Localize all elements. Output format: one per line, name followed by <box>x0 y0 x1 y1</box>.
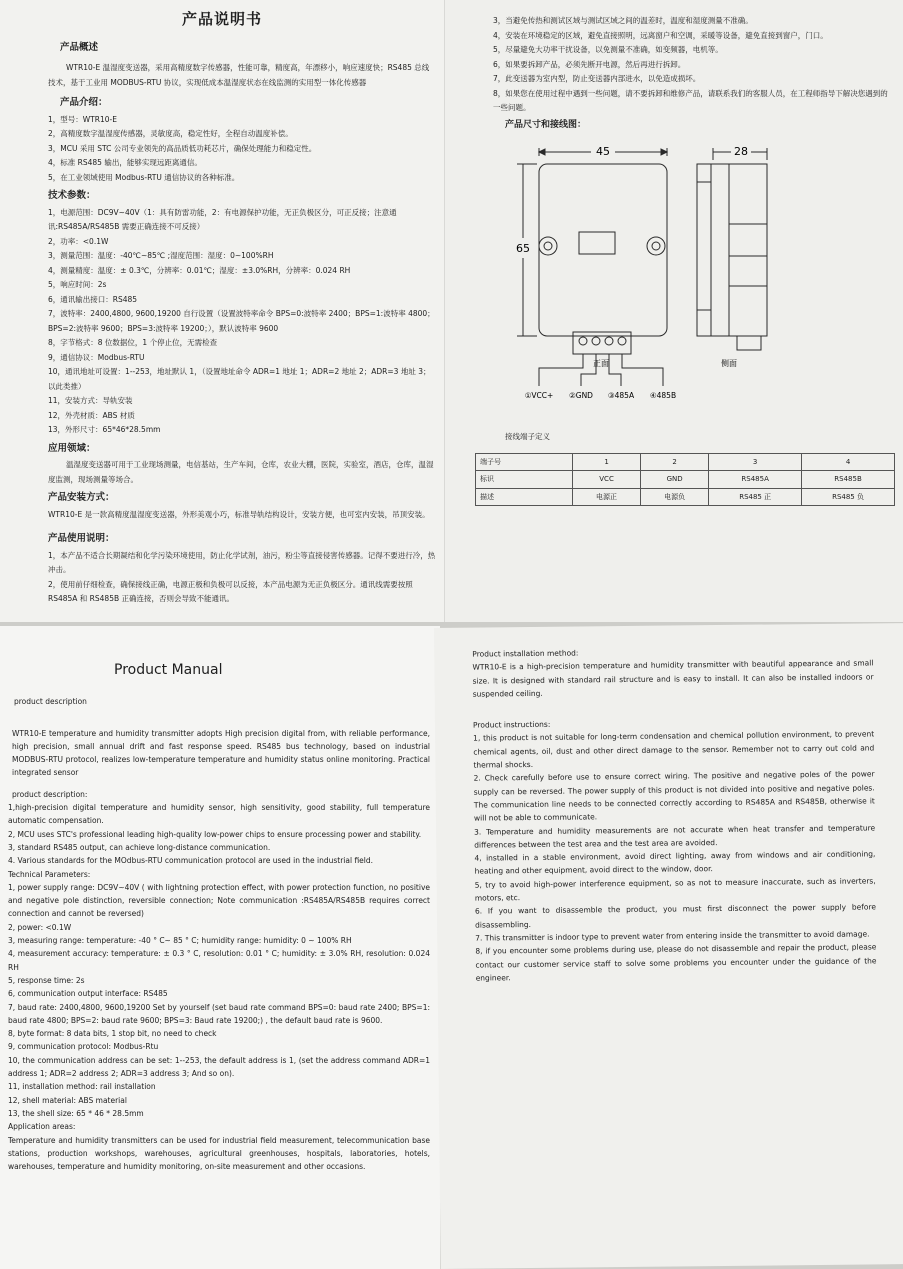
table-cell: GND <box>641 471 709 489</box>
list-item: 5, response time: 2s <box>8 975 85 985</box>
table-cell: RS485 正 <box>709 488 802 506</box>
wiring-table <box>475 453 895 507</box>
en-tech-heading: Technical Parameters: <box>8 869 91 879</box>
table-row <box>476 471 895 489</box>
list-item: 4, installed in a stable environment, avoid direct lighting, away from windows and air conditioning, heating and other equipment, avoid direct to the window, door. <box>474 849 876 877</box>
list-item: 3, standard RS485 output, can achieve long-distance communication. <box>8 842 271 852</box>
list-item: 4，测量精度：温度：± 0.3℃，分辨率：0.01℃；湿度：±3.0%RH，分辨率：0.024 RH <box>48 265 351 275</box>
table-cell: RS485 负 <box>802 488 895 506</box>
zh-tech-heading: 技术参数： <box>48 190 96 201</box>
display-window <box>579 232 615 254</box>
list-item: 1, this product is not suitable for long-term condensation and chemical pollution environment, to prevent chemical agents, oil, dust and other direct damage to the sensor. Remember not to carry out cold and thermal shocks. <box>473 729 875 770</box>
list-item: 4, measurement accuracy: temperature: ± 0.3 ° C, resolution: 0.01 ° C; humidity: ± 3.0% RH, resolution: 0.024 RH <box>8 949 430 972</box>
zh-intro-heading: 产品介绍： <box>60 97 108 108</box>
table-row <box>476 488 895 506</box>
list-item: 5，尽量避免大功率干扰设备，以免测量不准确，如变频器，电机等。 <box>493 45 723 54</box>
zh-tech-list <box>8 206 436 438</box>
zh-usage-heading: 产品使用说明： <box>48 533 115 544</box>
list-item: 6，通讯输出接口：RS485 <box>48 294 138 304</box>
zh-intro-list <box>8 113 436 186</box>
list-item: 3，MCU 采用 STC 公司专业领先的高品质低功耗芯片，确保处理能力和稳定性。 <box>48 143 317 153</box>
zh-manual-left-page <box>0 0 446 622</box>
list-item: 8, if you encounter some problems during use, please do not disassemble and repair the product, please contact our customer service staff to solve some problems you encounter under the guidance of the engineer. <box>475 942 877 983</box>
list-item: 10，通讯地址可设置：1--253，地址默认 1，（设置地址命令 ADR=1 地址 1；ADR=2 地址 2；ADR=3 地址 3；以此类推） <box>48 367 431 391</box>
list-item: 6. If you want to disassemble the product, you must first disconnect the power supply before disassembling. <box>474 902 876 930</box>
list-item: 2，功率：<0.1W <box>48 236 109 246</box>
table-cell: RS485B <box>802 471 895 489</box>
list-item: 7，波特率：2400,4800, 9600,19200 自行设置（设置波特率命令 BPS=0:波特率 2400；BPS=1:波特率 4800；BPS=2:波特率 9600；BPS=3:波特率 19200；），默认波特率 9600 <box>48 309 435 333</box>
wiring-table-title: 接线端子定义 <box>505 432 550 441</box>
list-item: 5, try to avoid high-power interference equipment, so as not to measure inaccurate, such as inverters, motors, etc. <box>474 876 876 903</box>
list-item: 1，本产品不适合长期凝结和化学污染环境使用，防止化学试剂，油污，粉尘等直接侵害传感器。记得不要进行冷，热冲击。 <box>48 550 436 574</box>
zh-title: 产品说明书 <box>181 10 262 28</box>
list-item: 7, baud rate: 2400,4800, 9600,19200 Set by yourself (set baud rate command BPS=0: baud rate 2400; BPS=1: baud rate 4800; BPS=2: baud rate 9600; BPS=3: Baud rate 19200;) , the default baud rate is 9600. <box>8 1002 430 1025</box>
list-item: 9，通信协议：Modbus-RTU <box>48 352 145 362</box>
table-cell: RS485A <box>709 471 802 489</box>
zh-overview-text: WTR10-E 温湿度变送器，采用高精度数字传感器，性能可靠，精度高，年漂移小，响应速度快；RS485 总线技术，基于工业用 MODBUS-RTU 协议，实现低成本温湿度状态在线监测的实用型一体化传感器 <box>48 63 430 87</box>
list-item: 1,high-precision digital temperature and humidity sensor, high sensitivity, good stability, full temperature automatic compensation. <box>8 803 430 826</box>
terminal-label-4: ④485B <box>649 391 677 400</box>
en-overview-text: WTR10-E temperature and humidity transmitter adopts High precision digital from, with reliable performance, high precision, small annual drift and fast response speed. RS485 bus technology, based on industrial MODBUS-RTU protocol, realizes low-temperature temperature and humidity status online monitoring. Practical integrated sensor <box>12 728 430 778</box>
zh-overview-heading: 产品概述 <box>60 41 99 53</box>
terminal-label-2: ②GND <box>569 391 593 400</box>
table-cell: 4 <box>802 453 895 471</box>
list-item: 2. Check carefully before use to ensure correct wiring. The positive and negative poles of the power supply can be reversed. The power supply of this product is not divided into positive and negative poles. The communication line needs to be connected correctly according to RS485A and RS485B, otherwise it will not be able to communicate. <box>473 769 875 823</box>
zh-install-text: WTR10-E 是一款高精度温湿度变送器，外形美观小巧，标准导轨结构设计，安装方便，也可室内安装，吊顶安装。 <box>48 509 430 519</box>
diagram-svg <box>453 136 893 436</box>
en-app-heading: Application areas: <box>8 1122 76 1132</box>
list-item: 12, shell material: ABS material <box>8 1095 127 1105</box>
en-manual-right-page <box>434 623 903 1269</box>
width-dimension-label: 45 <box>596 145 610 158</box>
table-cell: 标识 <box>476 471 573 489</box>
list-item: 1, power supply range: DC9V~40V ( with lightning protection effect, with power protection function, no positive and negative pole distinction, reversible connection; Note communication :RS485A/RS485B requires correct connection and cannot be reversed) <box>8 882 430 919</box>
list-item: 7. This transmitter is indoor type to prevent water from entering inside the transmitter to avoid damage. <box>475 929 870 943</box>
table-cell: VCC <box>573 471 641 489</box>
list-item: 12，外壳材质：ABS 材质 <box>48 410 135 420</box>
list-item: 2，使用前仔细检查，确保接线正确，电源正极和负极可以反接，本产品电源为无正负极区分。通讯线需要按照 RS485A 和 RS485B 正确连接，否则会导致不能通讯。 <box>48 579 413 603</box>
zh-dims-heading: 产品尺寸和接线图： <box>505 119 587 130</box>
table-cell: 3 <box>709 453 802 471</box>
list-item: 2, power: <0.1W <box>8 922 72 932</box>
en-instr-heading: Product instructions: <box>472 719 551 730</box>
terminal-label-3: ③485A <box>607 391 635 400</box>
en-subtitle: product description <box>14 697 87 707</box>
list-item: 1，电源范围：DC9V~40V（1：具有防雷功能，2：有电源保护功能，无正负极区分，可正反接；注意通讯:RS485A/RS485B 需要正确连接不可反接） <box>48 207 397 231</box>
front-view-label: 正面 <box>593 359 609 368</box>
list-item: 13, the shell size: 65 * 46 * 28.5mm <box>8 1108 144 1118</box>
table-row <box>476 453 895 471</box>
list-item: 6，如果要拆卸产品，必须先断开电源，然后再进行拆卸。 <box>493 59 686 69</box>
list-item: 4，标准 RS485 输出，能够实现远距离通信。 <box>48 158 202 167</box>
list-item: 6, communication output interface: RS485 <box>8 989 168 999</box>
list-item: 13，外形尺寸：65*46*28.5mm <box>48 425 161 434</box>
side-view-label: 侧面 <box>721 359 737 368</box>
depth-dimension-label: 28 <box>734 145 748 158</box>
list-item: 3，测量范围：温度：-40℃~85℃ ;湿度范围：湿度：0~100%RH <box>48 251 274 260</box>
list-item: 8，字节格式：8 位数据位，1 个停止位，无需检查 <box>48 338 218 347</box>
dimension-wiring-diagram <box>453 136 895 436</box>
table-cell: 1 <box>573 453 641 471</box>
list-item: 8, byte format: 8 data bits, 1 stop bit, no need to check <box>8 1029 217 1039</box>
zh-app-heading: 应用领域： <box>48 442 96 454</box>
list-item: 3. Temperature and humidity measurements are not accurate when heat transfer and temperature differences between the test area and the test area are avoided. <box>474 822 876 850</box>
en-desc-heading: product description: <box>12 789 88 799</box>
terminal-label-1: ①VCC+ <box>524 391 554 400</box>
en-app-text: Temperature and humidity transmitters can be used for industrial field measurement, telecommunication base stations, production workshops, warehouses, agricultural greenhouses, hospitals, laboratories, hotels, warehouses, temperature and humidity monitoring, on-site measurement and other occasions. <box>8 1135 430 1172</box>
zh-manual-right-page <box>444 0 903 622</box>
en-install-text: WTR10-E is a high-precision temperature and humidity transmitter with beautiful appearance and small size. It is designed with standard rail structure and is easy to install. It can also be installed indoors or suspended ceiling. <box>472 658 874 699</box>
list-item: 7，此变送器为室内型，防止变送器内部进水，以免造成损坏。 <box>493 74 701 83</box>
list-item: 4，安装在环境稳定的区域，避免直接照明，远离窗户和空调，采暖等设备，避免直接到窗户，门口。 <box>493 30 828 40</box>
front-mount-hole-left <box>539 237 557 255</box>
en-title: Product Manual <box>114 662 223 678</box>
list-item: 10, the communication address can be set: 1--253, the default address is 1, (set the address command ADR=1 address 1; ADR=2 address 2; ADR=3 address 3; And so on). <box>8 1055 430 1079</box>
list-item: 3，当避免传热和测试区域与测试区域之间的温差时，温度和湿度测量不准确。 <box>493 16 753 25</box>
en-install-heading: Product installation method: <box>472 648 579 659</box>
height-dimension-label: 65 <box>516 242 530 255</box>
terminal-block <box>573 332 631 354</box>
zh-install-heading: 产品安装方式： <box>48 492 115 503</box>
front-mount-hole-right <box>647 237 665 255</box>
list-item: 8，如果您在使用过程中遇到一些问题，请不要拆卸和维修产品，请联系我们的客服人员，在工程师指导下解决您遇到的一些问题。 <box>493 88 888 112</box>
table-cell: 端子号 <box>476 453 573 471</box>
list-item: 4. Various standards for the MOdbus-RTU communication protocol are used in the industrial field. <box>8 856 374 866</box>
en-manual-left-page <box>0 626 440 1269</box>
list-item: 2, MCU uses STC's professional leading high-quality low-power chips to ensure processing power and stability. <box>8 829 422 839</box>
list-item: 5，响应时间：2s <box>48 280 107 289</box>
list-item: 11, installation method: rail installation <box>8 1082 156 1092</box>
list-item: 3, measuring range: temperature: -40 ° C~ 85 ° C; humidity range: humidity: 0 ~ 100% RH <box>8 936 352 946</box>
list-item: 5，在工业领域使用 Modbus-RTU 通信协议的各种标准。 <box>48 172 240 182</box>
list-item: 11，安装方式：导轨安装 <box>48 396 133 405</box>
zh-app-text: 温湿度变送器可用于工业现场测量，电信基站，生产车间，仓库，农业大棚，医院，实验室，酒店，仓库，温湿度监测，现场测量等场合。 <box>48 460 434 484</box>
table-cell: 电源负 <box>641 488 709 506</box>
table-cell: 2 <box>641 453 709 471</box>
table-cell: 描述 <box>476 488 573 506</box>
list-item: 9, communication protocol: Modbus-Rtu <box>8 1042 159 1052</box>
list-item: 1，型号：WTR10-E <box>48 114 117 124</box>
list-item: 2，高精度数字温湿度传感器，灵敏度高，稳定性好，全程自动温度补偿。 <box>48 129 293 138</box>
table-cell: 电源正 <box>573 488 641 506</box>
